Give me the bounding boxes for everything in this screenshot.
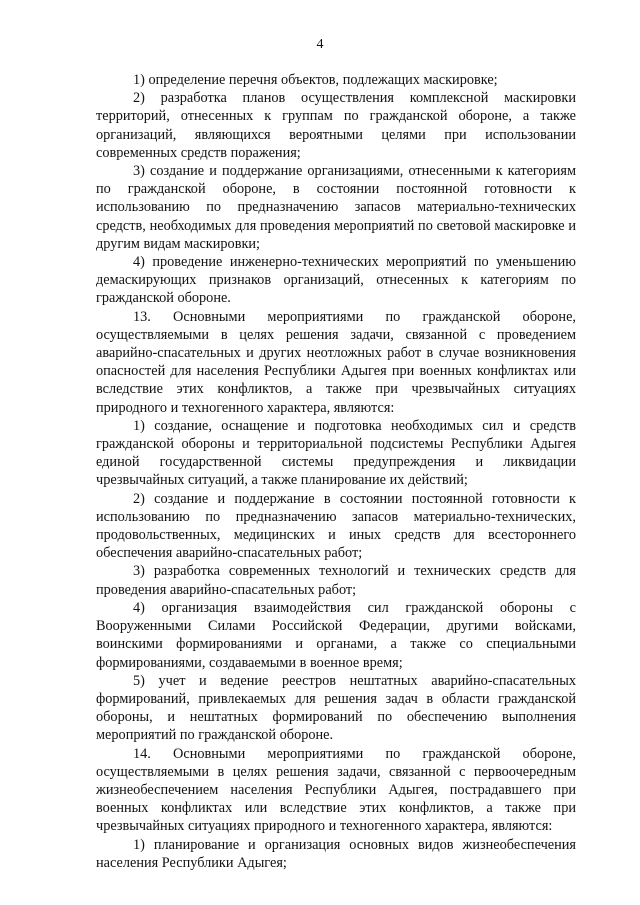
page-number: 4 xyxy=(316,37,324,52)
document-body xyxy=(96,71,576,872)
paragraph-item-1-forces-preparation: 1) создание, оснащение и подготовка необходимых сил и средств гражданской обороны и территориальной подсистемы Республики Адыгея единой государственной системы предупреждения и ликвидации чрезвычайных ситуаций, а также планирование их действий; xyxy=(96,417,576,489)
paragraph-clause-14: 14. Основными мероприятиями по гражданской обороне, осуществляемыми в целях решения задачи, связанной с первоочередным жизнеобеспечением населения Республики Адыгея, пострадавшего при военных конфликтах или вследствие этих конфликтов, а также при чрезвычайных ситуациях природного и техногенного характера, являются: xyxy=(96,745,576,835)
paragraph-item-2-masking-plans: 2) разработка планов осуществления комплексной маскировки территорий, отнесенных к группам по гражданской обороне, а также организаций, являющихся вероятными целями при использовании современных средств поражения; xyxy=(96,90,576,161)
paragraph-item-1-life-support: 1) планирование и организация основных видов жизнеобеспечения населения Республики Адыгея; xyxy=(96,836,576,871)
paragraph-item-3-technologies: 3) разработка современных технологий и технических средств для проведения аварийно-спасательных работ; xyxy=(96,563,576,598)
paragraph-item-5-registries: 5) учет и ведение реестров нештатных аварийно-спасательных формирований, привлекаемых для решения задач в области гражданской обороны, и нештатных формирований по обеспечению выполнения мероприятий по гражданской обороне. xyxy=(96,672,576,744)
paragraph-item-2-supply-reserves: 2) создание и поддержание в состоянии постоянной готовности к использованию по предназначению запасов материально-технических, продовольственных, медицинских и иных средств для всестороннего обеспечения аварийно-спасательных работ; xyxy=(96,490,576,562)
paragraph-item-4-engineering-measures: 4) проведение инженерно-технических мероприятий по уменьшению демаскирующих признаков организаций, отнесенных к категориям по гражданской обороне. xyxy=(96,254,576,307)
paragraph-item-1-masking-objects: 1) определение перечня объектов, подлежащих маскировке; xyxy=(133,72,498,88)
paragraph-item-4-interaction: 4) организация взаимодействия сил гражданской обороны с Вооруженными Силами Российской Федерации, другими войсками, воинскими формированиями и органами, а также со специальными формированиями, создаваемыми в военное время; xyxy=(96,599,576,671)
paragraph-clause-13: 13. Основными мероприятиями по гражданской обороне, осуществляемыми в целях решения задачи, связанной с проведением аварийно-спасательных и других неотложных работ в случае возникновения опасностей для населения Республики Адыгея при военных конфликтах или вследствие этих конфликтов, а также при чрезвычайных ситуациях природного и техногенного характера, являются: xyxy=(96,308,576,416)
paragraph-item-3-material-reserves: 3) создание и поддержание организациями, отнесенными к категориям по гражданской обороне, в состоянии постоянной готовности к использованию по предназначению запасов материально-технических средств, необходимых для проведения мероприятий по световой маскировке и другим видам маскировки; xyxy=(96,163,576,252)
